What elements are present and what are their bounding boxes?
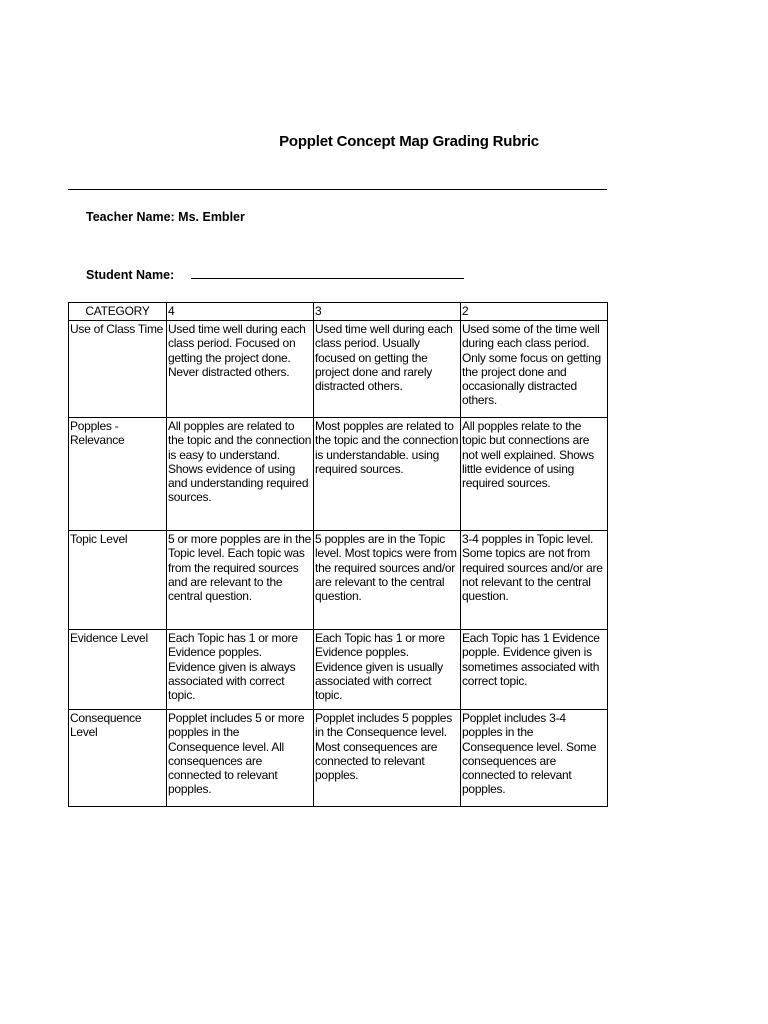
header-category: CATEGORY — [69, 303, 167, 321]
student-name-label: Student Name: — [86, 268, 175, 282]
table-row — [69, 531, 608, 630]
table-header-row — [69, 303, 608, 321]
title-divider — [68, 189, 607, 190]
row-cell-score-4: 5 or more popples are in the Topic level. Each topic was from the required sources and are relevant to the central question. — [167, 531, 314, 630]
row-cell-score-2: Each Topic has 1 Evidence popple. Evidence given is sometimes associated with correct topic. — [461, 630, 608, 710]
header-score-4: 4 — [167, 303, 314, 321]
row-category: Consequence Level — [69, 710, 167, 807]
row-cell-score-2: Used some of the time well during each class period. Only some focus on getting the project done and occasionally distracted others. — [461, 321, 608, 418]
row-category: Use of Class Time — [69, 321, 167, 418]
student-name-line — [86, 266, 464, 282]
table-row — [69, 321, 608, 418]
page-title: Popplet Concept Map Grading Rubric — [279, 133, 539, 150]
row-cell-score-4: Used time well during each class period. Focused on getting the project done. Never distracted others. — [167, 321, 314, 418]
row-category: Evidence Level — [69, 630, 167, 710]
row-cell-score-3: Popplet includes 5 popples in the Consequence level. Most consequences are connected to relevant popples. — [314, 710, 461, 807]
teacher-name: Teacher Name: Ms. Embler — [86, 210, 245, 224]
student-name-blank — [191, 266, 464, 279]
row-cell-score-2: All popples relate to the topic but connections are not well explained. Shows little evidence of using required sources. — [461, 418, 608, 531]
row-cell-score-3: Used time well during each class period. Usually focused on getting the project done and rarely distracted others. — [314, 321, 461, 418]
row-cell-score-2: 3-4 popples in Topic level. Some topics are not from required sources and/or are not relevant to the central question. — [461, 531, 608, 630]
row-cell-score-3: Most popples are related to the topic and the connection is understandable. using required sources. — [314, 418, 461, 531]
rubric-table — [68, 302, 608, 807]
row-category: Popples - Relevance — [69, 418, 167, 531]
row-cell-score-4: Popplet includes 5 or more popples in the Consequence level. All consequences are connected to relevant popples. — [167, 710, 314, 807]
row-cell-score-2: Popplet includes 3-4 popples in the Consequence level. Some consequences are connected to relevant popples. — [461, 710, 608, 807]
row-cell-score-4: All popples are related to the topic and the connection is easy to understand. Shows evidence of using and understanding required sources. — [167, 418, 314, 531]
header-score-3: 3 — [314, 303, 461, 321]
row-cell-score-3: 5 popples are in the Topic level. Most topics were from the required sources and/or are relevant to the central question. — [314, 531, 461, 630]
table-row — [69, 630, 608, 710]
row-cell-score-4: Each Topic has 1 or more Evidence popples. Evidence given is always associated with correct topic. — [167, 630, 314, 710]
row-cell-score-3: Each Topic has 1 or more Evidence popples. Evidence given is usually associated with correct topic. — [314, 630, 461, 710]
table-row — [69, 710, 608, 807]
header-score-2: 2 — [461, 303, 608, 321]
row-category: Topic Level — [69, 531, 167, 630]
table-row — [69, 418, 608, 531]
